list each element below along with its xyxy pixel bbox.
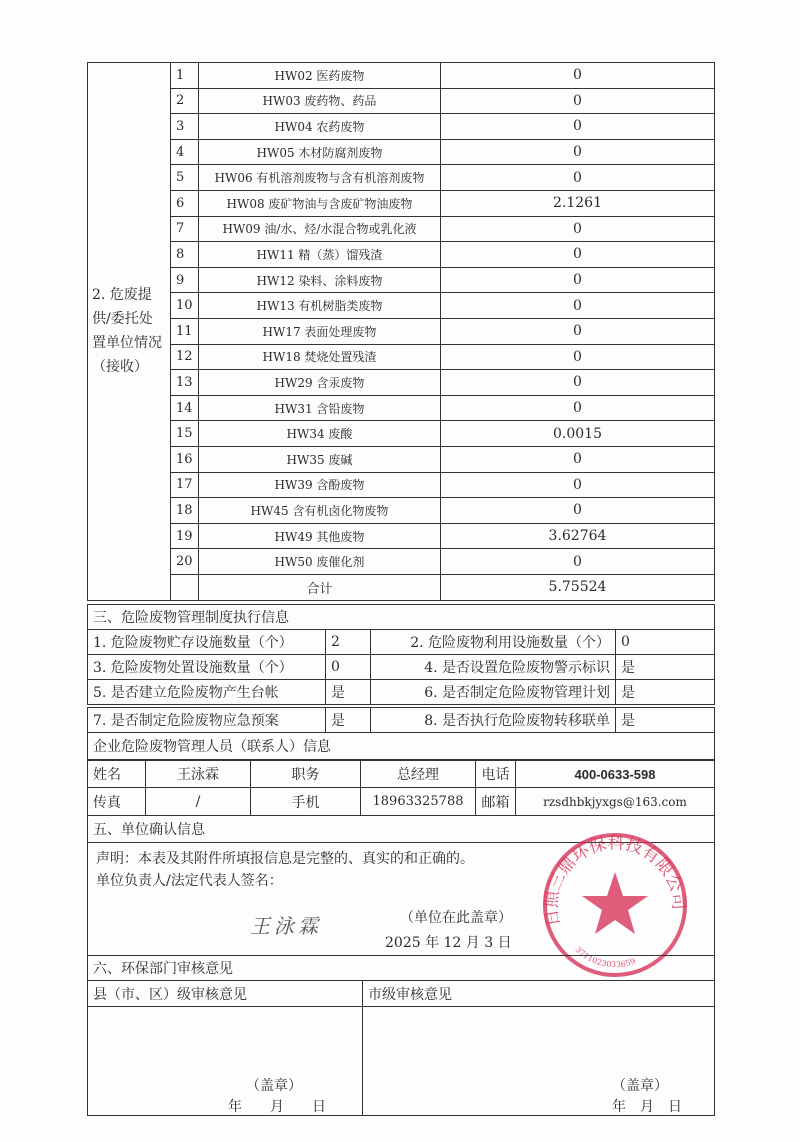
mgmt-item-value: 是: [325, 679, 371, 705]
waste-amount: 2.1261: [440, 190, 715, 217]
mgmt-item-value: 是: [615, 654, 715, 680]
waste-amount: 0: [440, 497, 715, 524]
name-label: 姓名: [87, 760, 146, 788]
fax-label: 传真: [87, 787, 146, 816]
waste-category: HW17 表面处理废物: [198, 318, 441, 345]
waste-category: HW08 废矿物油与含废矿物油废物: [198, 190, 441, 217]
mgmt-item-label: 5. 是否建立危险废物产生台帐: [87, 679, 326, 705]
waste-amount: 0: [440, 369, 715, 396]
waste-category: HW02 医药废物: [198, 62, 441, 89]
mgmt-item-label: 8. 是否执行危险废物转移联单: [370, 707, 616, 733]
row-number: 2: [170, 88, 199, 115]
phone-label: 电话: [475, 760, 516, 788]
city-date: 年 月 日: [612, 1099, 682, 1115]
waste-amount: 0: [440, 395, 715, 422]
total-number-cell: [170, 574, 199, 601]
waste-category: HW49 其他废物: [198, 523, 441, 550]
row-number: 13: [170, 369, 199, 396]
row-number: 9: [170, 267, 199, 294]
row-number: 8: [170, 241, 199, 268]
mgmt-item-label: 7. 是否制定危险废物应急预案: [87, 707, 326, 733]
waste-amount: 0: [440, 164, 715, 191]
waste-category: HW39 含酚废物: [198, 472, 441, 499]
mobile-value: 18963325788: [360, 787, 476, 816]
mgmt-item-value: 是: [325, 707, 371, 733]
mgmt-item-label: 4. 是否设置危险废物警示标识: [370, 654, 616, 680]
waste-category: HW09 油/水、烃/水混合物或乳化液: [198, 216, 441, 243]
mgmt-item-label: 1. 危险废物贮存设施数量（个）: [87, 629, 326, 655]
waste-category: HW11 精（蒸）馏残渣: [198, 241, 441, 268]
waste-category: HW50 废催化剂: [198, 548, 441, 575]
waste-category: HW06 有机溶剂废物与含有机溶剂废物: [198, 164, 441, 191]
fax-value: /: [145, 787, 251, 816]
name-value: 王泳霖: [145, 760, 251, 788]
row-number: 3: [170, 113, 199, 140]
waste-amount: 0.0015: [440, 420, 715, 447]
signature-label: 单位负责人/法定代表人签名：: [96, 873, 283, 889]
waste-amount: 0: [440, 139, 715, 166]
total-value: 5.75524: [440, 574, 715, 601]
county-date: 年 月 日: [228, 1099, 326, 1115]
row-number: 5: [170, 164, 199, 191]
waste-amount: 0: [440, 216, 715, 243]
waste-category: HW35 废碱: [198, 446, 441, 473]
signature: 王泳霖: [250, 914, 322, 938]
total-label: 合计: [198, 574, 441, 601]
email-value: rzsdhbkjyxgs@163.com: [515, 787, 715, 816]
mgmt-item-value: 是: [615, 679, 715, 705]
city-seal: （盖章）: [612, 1078, 668, 1094]
contact-title: 企业危险废物管理人员（联系人）信息: [87, 732, 715, 760]
row-number: 11: [170, 318, 199, 345]
mgmt-item-value: 2: [325, 629, 371, 655]
row-number: 14: [170, 395, 199, 422]
waste-category: HW34 废酸: [198, 420, 441, 447]
stamp-number: 3711023033659: [573, 944, 637, 970]
waste-amount: 0: [440, 113, 715, 140]
row-number: 4: [170, 139, 199, 166]
county-seal: （盖章）: [246, 1078, 302, 1094]
section2-label: 2. 危废提供/委托处置单位情况（接收）: [87, 62, 171, 601]
waste-amount: 0: [440, 548, 715, 575]
row-number: 18: [170, 497, 199, 524]
confirmation-date: 2025 年 12 月 3 日: [385, 935, 512, 951]
waste-amount: 0: [440, 344, 715, 371]
stamp-note: （单位在此盖章）: [400, 910, 512, 926]
row-number: 12: [170, 344, 199, 371]
waste-category: HW29 含汞废物: [198, 369, 441, 396]
waste-amount: 0: [440, 241, 715, 268]
mgmt-item-label: 6. 是否制定危险废物管理计划: [370, 679, 616, 705]
waste-amount: 0: [440, 267, 715, 294]
email-label: 邮箱: [475, 787, 516, 816]
county-review-label: 县（市、区）级审核意见: [87, 980, 363, 1007]
city-review-label: 市级审核意见: [362, 980, 715, 1007]
phone-value: 400-0633-598: [515, 760, 715, 788]
waste-category: HW04 农药废物: [198, 113, 441, 140]
section3-title: 三、危险废物管理制度执行信息: [87, 604, 715, 630]
stamp-text: 日照三鼎环保科技有限公司: [541, 833, 689, 928]
waste-category: HW05 木材防腐剂废物: [198, 139, 441, 166]
waste-amount: 0: [440, 318, 715, 345]
row-number: 19: [170, 523, 199, 550]
row-number: 20: [170, 548, 199, 575]
waste-amount: 3.62764: [440, 523, 715, 550]
waste-category: HW13 有机树脂类废物: [198, 292, 441, 319]
mobile-label: 手机: [250, 787, 361, 816]
row-number: 10: [170, 292, 199, 319]
section5-title: 五、单位确认信息: [87, 815, 715, 843]
position-label: 职务: [250, 760, 361, 788]
mgmt-item-value: 是: [615, 707, 715, 733]
row-number: 17: [170, 472, 199, 499]
row-number: 7: [170, 216, 199, 243]
row-number: 15: [170, 420, 199, 447]
row-number: 6: [170, 190, 199, 217]
waste-category: HW45 含有机卤化物废物: [198, 497, 441, 524]
waste-amount: 0: [440, 472, 715, 499]
waste-amount: 0: [440, 292, 715, 319]
mgmt-item-label: 3. 危险废物处置设施数量（个）: [87, 654, 326, 680]
waste-amount: 0: [440, 88, 715, 115]
waste-category: HW03 废药物、药品: [198, 88, 441, 115]
mgmt-item-value: 0: [325, 654, 371, 680]
row-number: 1: [170, 62, 199, 89]
mgmt-item-value: 0: [615, 629, 715, 655]
section6-title: 六、环保部门审核意见: [87, 955, 715, 981]
waste-amount: 0: [440, 62, 715, 89]
statement: 声明：本表及其附件所填报信息是完整的、真实的和正确的。: [96, 851, 474, 867]
waste-category: HW31 含铅废物: [198, 395, 441, 422]
waste-category: HW12 染料、涂料废物: [198, 267, 441, 294]
waste-category: HW18 焚烧处置残渣: [198, 344, 441, 371]
waste-amount: 0: [440, 446, 715, 473]
mgmt-item-label: 2. 危险废物利用设施数量（个）: [370, 629, 616, 655]
row-number: 16: [170, 446, 199, 473]
position-value: 总经理: [360, 760, 476, 788]
